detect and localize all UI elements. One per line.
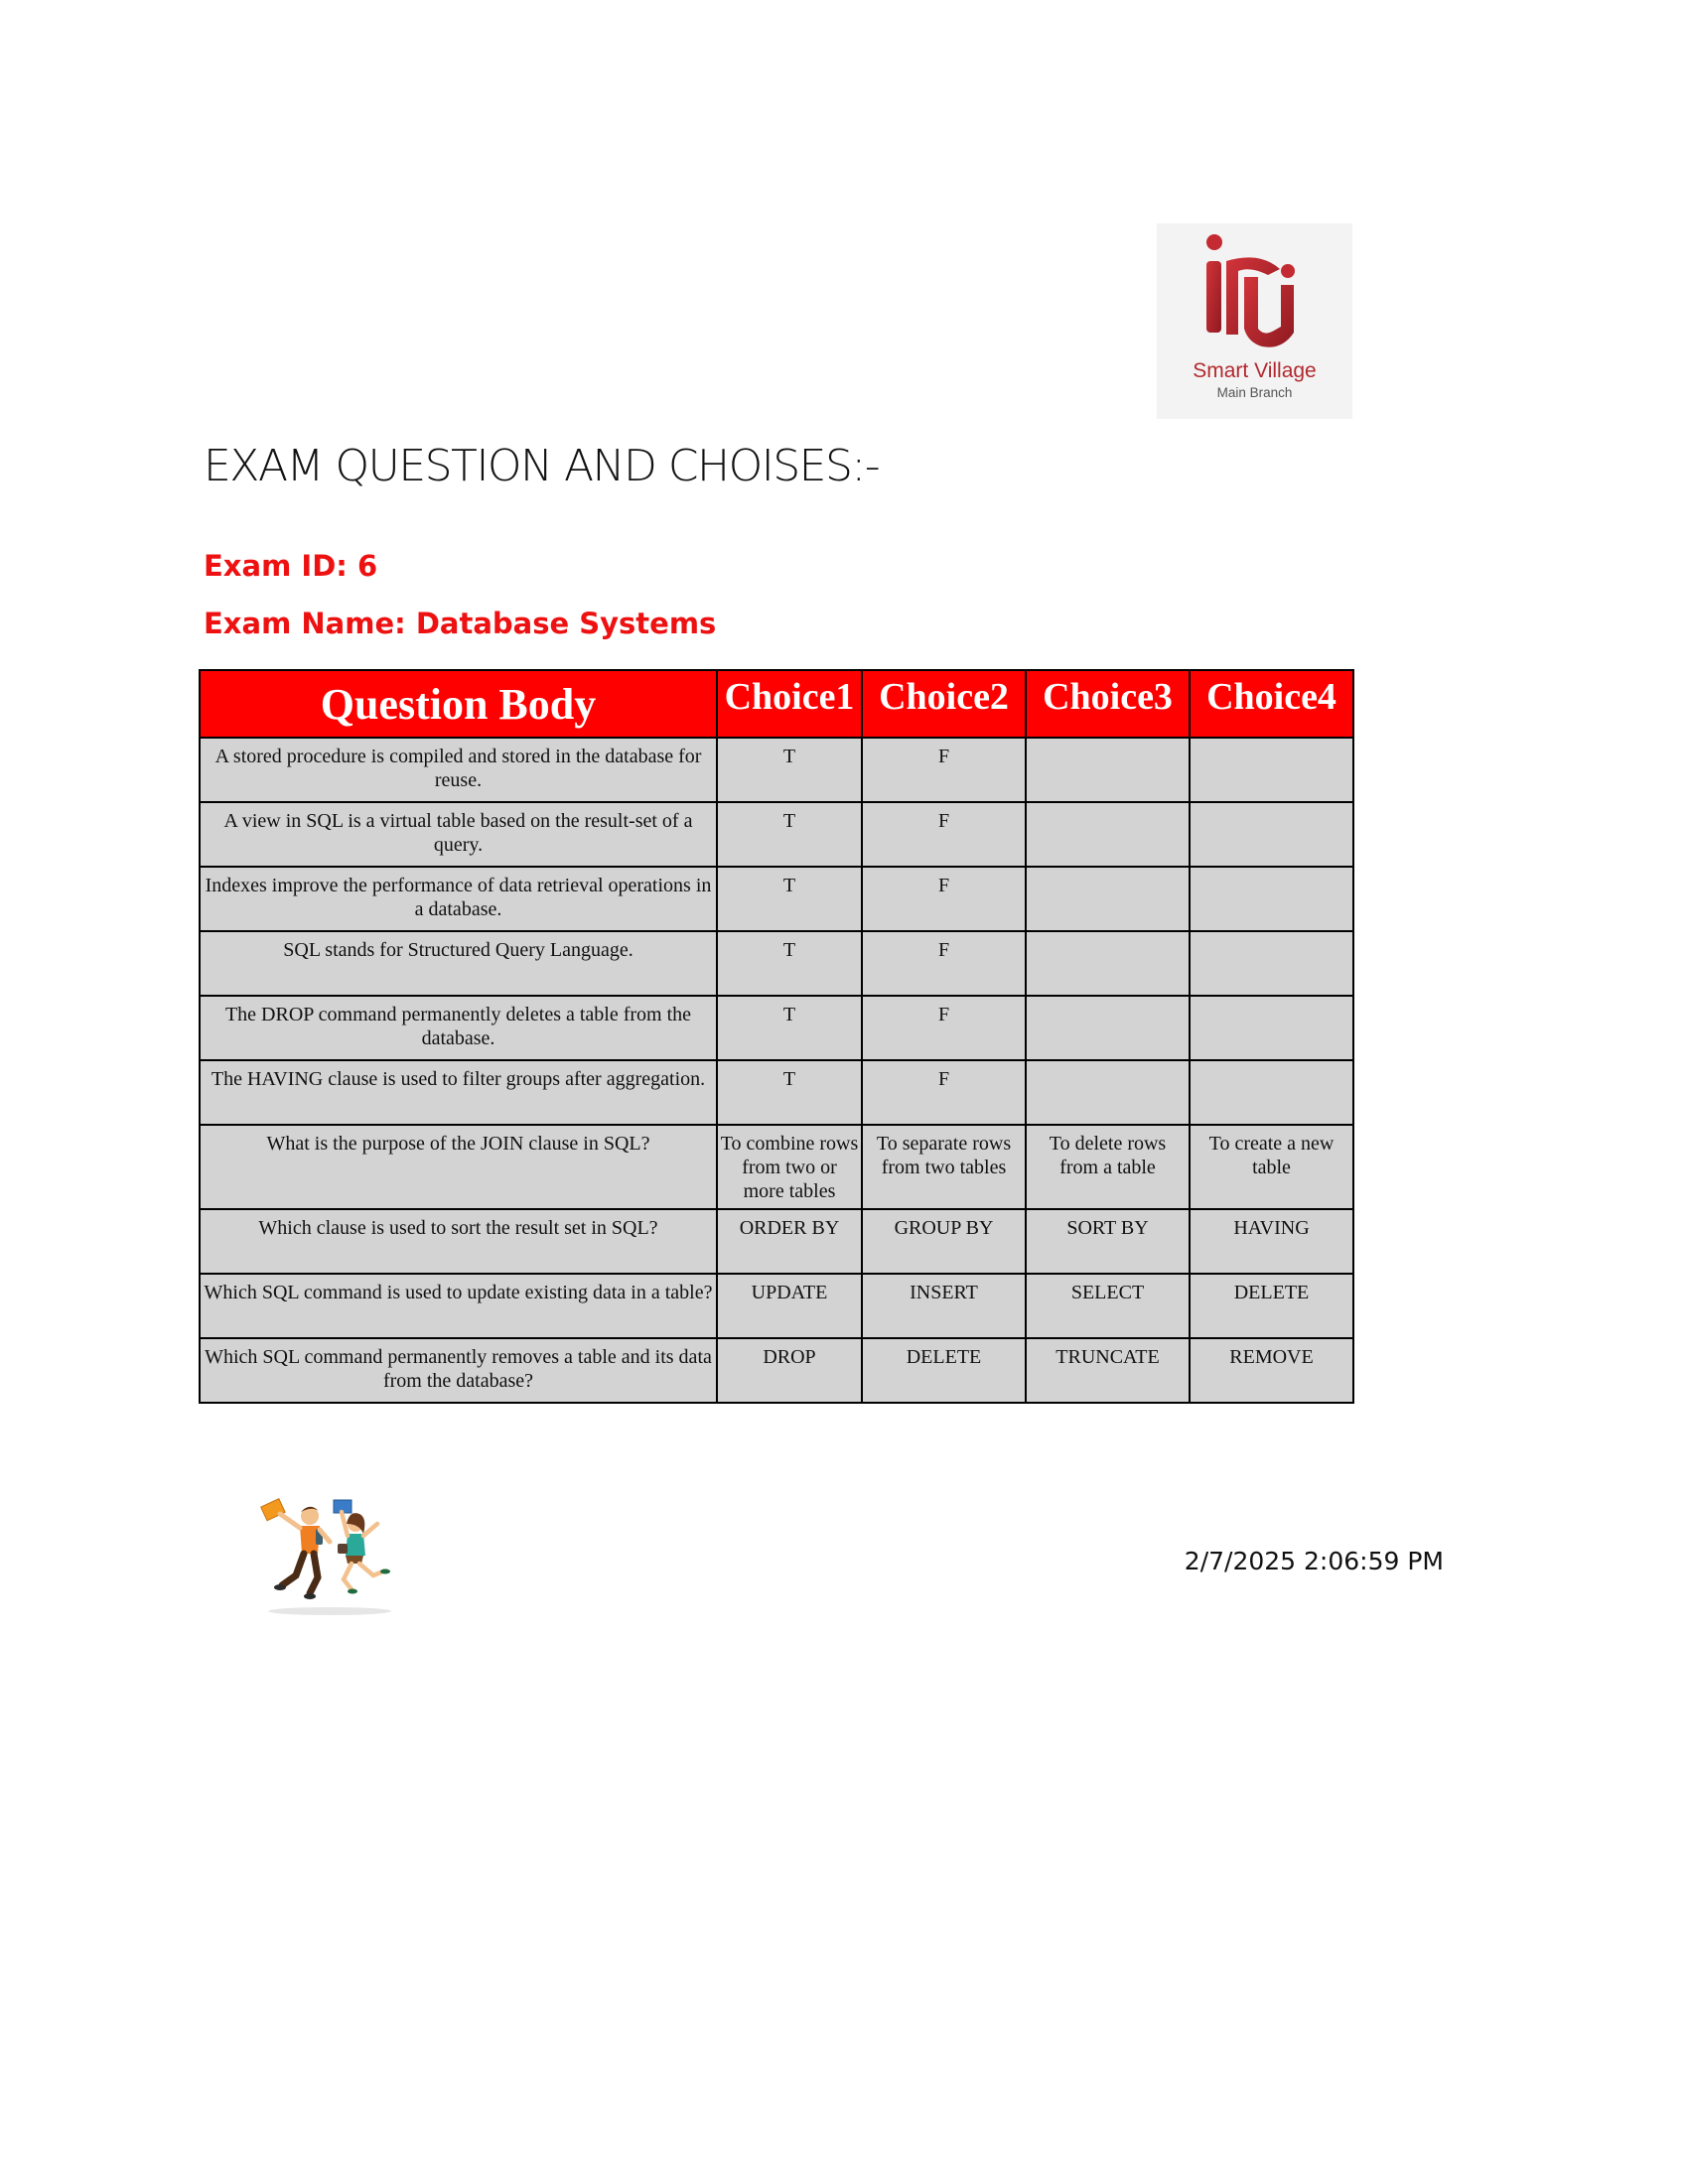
choice-cell: T [717,931,862,996]
logo-branch-text: Main Branch [1216,385,1293,400]
header-choice1: Choice1 [717,670,862,738]
choice-cell: T [717,996,862,1060]
choice-cell: SELECT [1026,1274,1190,1338]
choice-cell: DELETE [1190,1274,1353,1338]
question-cell: What is the purpose of the JOIN clause in SQL? [200,1125,717,1209]
question-cell: A view in SQL is a virtual table based on the result-set of a query. [200,802,717,867]
table-header-row [200,670,1353,738]
choice-cell: ORDER BY [717,1209,862,1274]
question-cell: SQL stands for Structured Query Language. [200,931,717,996]
logo-brand-text: Smart Village [1193,359,1317,382]
report-timestamp: 2/7/2025 2:06:59 PM [1184,1547,1444,1575]
choice-cell: F [862,867,1026,931]
header-choice3: Choice3 [1026,670,1190,738]
choice-cell: UPDATE [717,1274,862,1338]
choice-cell: To separate rows from two tables [862,1125,1026,1209]
table-row [200,738,1353,802]
table-row [200,996,1353,1060]
question-cell: Indexes improve the performance of data retrieval operations in a database. [200,867,717,931]
table-row [200,867,1353,931]
table-row [200,1274,1353,1338]
choice-cell: To create a new table [1190,1125,1353,1209]
choice-cell: DROP [717,1338,862,1403]
choice-cell [1190,1060,1353,1125]
choice-cell: F [862,802,1026,867]
choice-cell [1026,867,1190,931]
question-cell: Which SQL command is used to update existing data in a table? [200,1274,717,1338]
choice-cell: REMOVE [1190,1338,1353,1403]
question-cell: The DROP command permanently deletes a table from the database. [200,996,717,1060]
choice-cell [1026,1060,1190,1125]
header-question-body: Question Body [200,670,717,738]
choice-cell: To combine rows from two or more tables [717,1125,862,1209]
choice-cell [1026,802,1190,867]
exam-name: Exam Name: Database Systems [204,607,717,640]
header-choice2: Choice2 [862,670,1026,738]
choice-cell: SORT BY [1026,1209,1190,1274]
question-cell: Which SQL command permanently removes a table and its data from the database? [200,1338,717,1403]
choice-cell: To delete rows from a table [1026,1125,1190,1209]
choice-cell: T [717,738,862,802]
choice-cell: GROUP BY [862,1209,1026,1274]
table-row [200,1209,1353,1274]
question-cell: A stored procedure is compiled and stored in the database for reuse. [200,738,717,802]
choice-cell: INSERT [862,1274,1026,1338]
choice-cell: T [717,867,862,931]
question-cell: The HAVING clause is used to filter groups after aggregation. [200,1060,717,1125]
choice-cell [1190,867,1353,931]
students-jumping-illustration [260,1494,399,1618]
choice-cell: F [862,996,1026,1060]
choice-cell: F [862,738,1026,802]
iti-logo-mark-icon [1204,233,1304,352]
choice-cell: T [717,802,862,867]
choice-cell [1026,738,1190,802]
choice-cell [1190,931,1353,996]
table-row [200,1338,1353,1403]
choice-cell [1190,802,1353,867]
table-row [200,1060,1353,1125]
choice-cell: DELETE [862,1338,1026,1403]
choice-cell: T [717,1060,862,1125]
page-title: EXAM QUESTION AND CHOISES:- [204,441,880,491]
choice-cell: TRUNCATE [1026,1338,1190,1403]
question-cell: Which clause is used to sort the result set in SQL? [200,1209,717,1274]
choice-cell [1026,931,1190,996]
choice-cell: F [862,1060,1026,1125]
exam-question-table [199,669,1354,1404]
table-row [200,802,1353,867]
header-choice4: Choice4 [1190,670,1353,738]
choice-cell: F [862,931,1026,996]
choice-cell: HAVING [1190,1209,1353,1274]
exam-id: Exam ID: 6 [204,549,378,583]
choice-cell [1026,996,1190,1060]
choice-cell [1190,738,1353,802]
iti-logo [1157,223,1352,419]
table-row [200,931,1353,996]
choice-cell [1190,996,1353,1060]
table-row [200,1125,1353,1209]
